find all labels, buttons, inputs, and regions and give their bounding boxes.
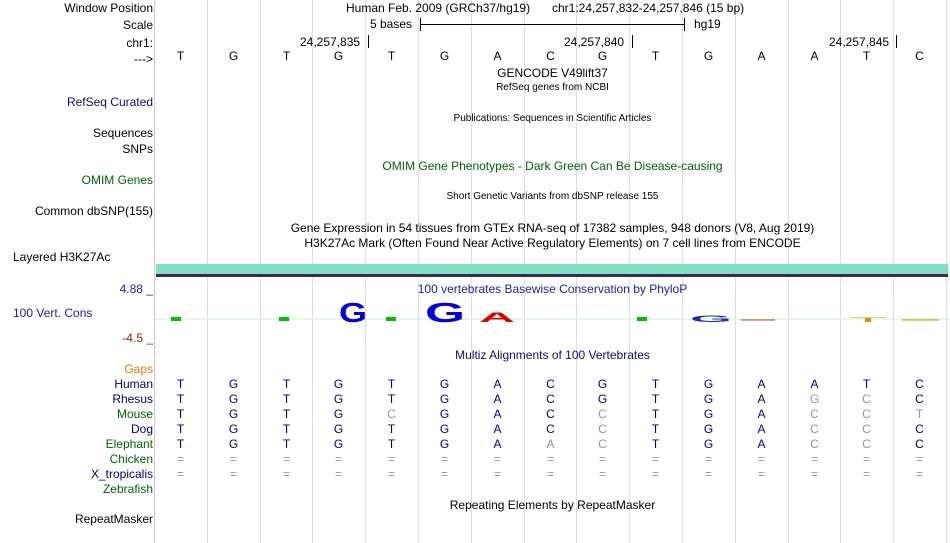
phylop-mark-5 [386,317,396,321]
alignment-base: T [176,392,185,406]
alignment-base: T [282,437,291,451]
db-label: hg19 [694,17,721,31]
alignment-base: = [440,467,448,481]
sequence-base: C [915,49,924,63]
alignment-base: = [229,452,237,466]
species-label[interactable]: Chicken [109,452,153,466]
phylop-letter-t-14: T [848,318,892,324]
alignment-base: = [546,467,554,481]
alignment-base: T [282,407,291,421]
alignment-base: = [546,452,554,466]
alignment-base: A [757,377,766,391]
alignment-base: G [439,422,450,436]
sequences-label[interactable]: Sequences [92,126,153,140]
alignment-base: T [651,392,660,406]
phylop-mark-1 [171,317,181,321]
alignment-base: G [439,392,450,406]
scale-bar-right-tick [684,18,685,31]
alignment-base: A [493,377,502,391]
sequence-base: G [333,49,344,63]
omim-track-desc: OMIM Gene Phenotypes - Dark Green Can Be Disease-causing [382,159,723,173]
sequence-base: A [493,49,502,63]
alignment-base: T [387,437,396,451]
alignment-base: C [915,422,924,436]
alignment-base: T [176,377,185,391]
alignment-base: = [915,467,923,481]
alignment-base: G [809,392,820,406]
alignment-base: A [810,377,819,391]
alignment-base: = [176,467,184,481]
gaps-label[interactable]: Gaps [124,362,153,376]
species-label[interactable]: Zebrafish [102,482,153,496]
phylop-mark-3 [279,317,289,321]
alignment-base: = [810,452,818,466]
sequence-base: G [597,49,608,63]
scale-bar [420,24,684,25]
coord-tick-2: 24,257,840 [564,35,625,49]
sequence-base: T [651,49,660,63]
alignment-base: G [703,392,714,406]
refseq-track-desc: RefSeq genes from NCBI [496,82,609,93]
alignment-base: = [598,467,606,481]
alignment-base: A [493,437,502,451]
sequence-base: A [810,49,819,63]
alignment-base: = [334,467,342,481]
species-label[interactable]: Mouse [116,407,153,421]
species-label[interactable]: Rhesus [112,392,153,406]
alignment-base: C [862,407,871,421]
alignment-base: = [440,452,448,466]
strand-label: ---> [134,52,153,66]
alignment-base: C [810,407,819,421]
alignment-base: C [598,422,607,436]
omim-label[interactable]: OMIM Genes [81,173,153,187]
chrom-label: chr1: [126,36,153,50]
alignment-base: A [757,392,766,406]
alignment-base: C [598,407,607,421]
alignment-base: A [493,422,502,436]
sequence-base: A [757,49,766,63]
alignment-base: = [229,467,237,481]
gencode-track-title[interactable]: GENCODE V49lift37 [497,66,608,80]
alignment-base: G [228,407,239,421]
alignment-base: C [862,437,871,451]
species-label[interactable]: Elephant [105,437,153,451]
alignment-base: T [387,377,396,391]
alignment-base: = [810,467,818,481]
repeatmasker-track-desc: Repeating Elements by RepeatMasker [449,498,656,512]
alignment-base: = [651,467,659,481]
coord-tick-3: 24,257,845 [829,35,890,49]
alignment-base: G [228,392,239,406]
alignment-base: G [228,422,239,436]
alignment-base: C [546,392,555,406]
alignment-base: C [915,437,924,451]
scale-bar-left-tick [420,18,421,31]
sequence-base: T [862,49,871,63]
phylop-min-label: -4.5 _ [122,331,153,345]
alignment-base: = [598,452,606,466]
alignment-base: C [598,437,607,451]
alignment-base: = [862,452,870,466]
alignment-base: A [493,407,502,421]
alignment-base: G [333,437,344,451]
alignment-base: G [703,422,714,436]
alignment-base: T [651,437,660,451]
alignment-base: G [228,377,239,391]
publications-track-desc: Publications: Sequences in Scientific Articles [453,113,652,124]
sequence-base: G [703,49,714,63]
alignment-base: = [334,452,342,466]
alignment-base: T [915,407,924,421]
alignment-base: T [176,407,185,421]
alignment-base: = [757,467,765,481]
alignment-base: = [704,467,712,481]
phylop-logo [155,296,950,330]
alignment-base: G [333,422,344,436]
scale-label: Scale [122,18,153,32]
refseq-label[interactable]: RefSeq Curated [66,95,153,109]
h3k27ac-signal-baseline [156,274,948,277]
alignment-base: T [651,422,660,436]
alignment-base: C [862,392,871,406]
alignment-base: T [862,377,871,391]
sequence-base: G [228,49,239,63]
alignment-base: C [915,392,924,406]
h3k27ac-track-desc: H3K27Ac Mark (Often Found Near Active Regulatory Elements) on 7 cell lines from ENCODE [304,236,801,250]
phylop-max-label: 4.88 _ [119,282,153,296]
alignment-base: G [439,437,450,451]
window-position-label: Window Position [64,1,153,15]
alignment-base: C [810,422,819,436]
alignment-base: G [703,437,714,451]
alignment-base: = [862,467,870,481]
alignment-base: G [333,407,344,421]
alignment-base: A [493,392,502,406]
vert-cons-label[interactable]: 100 Vert. Cons [13,306,93,320]
phylop-mark-10 [637,317,647,321]
coord-tick-mark-3 [896,35,897,48]
species-label[interactable]: X_tropicalis [90,467,153,481]
phylop-letter-g-11: G [690,314,732,324]
phylop-letter-g-6: G [425,297,465,328]
alignment-base: G [703,407,714,421]
alignment-base: = [387,467,395,481]
alignment-base: G [228,437,239,451]
alignment-base: G [439,407,450,421]
scale-text: 5 bases [370,17,413,31]
alignment-base: = [387,452,395,466]
alignment-base: T [176,437,185,451]
alignment-base: = [493,467,501,481]
alignment-base: = [176,452,184,466]
phylop-letter-a-7: A [479,309,515,325]
species-label[interactable]: Human [114,377,153,391]
phylop-letter-g-4: G [339,297,367,328]
alignment-base: C [546,407,555,421]
assembly-name: Human Feb. 2009 (GRCh37/hg19) [346,1,531,15]
alignment-base: T [176,422,185,436]
dbsnp-track-desc: Short Genetic Variants from dbSNP release 155 [446,191,659,202]
alignment-base: = [915,452,923,466]
alignment-base: C [387,407,396,421]
alignment-base: = [282,452,290,466]
alignment-base: T [651,407,660,421]
h3k27ac-signal-bar [156,264,948,274]
layered-label[interactable]: Layered H3K27Ac [13,250,111,264]
coord-tick-mark-2 [632,35,633,48]
sequence-base: T [176,49,185,63]
alignment-base: = [282,467,290,481]
alignment-base: T [387,392,396,406]
repeatmasker-label[interactable]: RepeatMasker [74,512,153,526]
alignment-base: G [597,392,608,406]
alignment-base: = [704,452,712,466]
alignment-base: A [757,407,766,421]
alignment-base: T [282,422,291,436]
alignment-base: G [333,377,344,391]
alignment-base: C [546,377,555,391]
snps-label[interactable]: SNPs [122,142,153,156]
alignment-base: T [282,392,291,406]
alignment-base: C [862,422,871,436]
alignment-base: = [651,452,659,466]
multiz-track-desc: Multiz Alignments of 100 Vertebrates [455,348,650,362]
species-label[interactable]: Dog [130,422,153,436]
sequence-base: C [546,49,555,63]
alignment-base: G [597,377,608,391]
gtex-track-desc: Gene Expression in 54 tissues from GTEx RNA-seq of 17382 samples, 948 donors (V8, Aug 2019) [290,221,815,235]
alignment-base: G [333,392,344,406]
alignment-base: C [810,437,819,451]
alignment-base: T [387,422,396,436]
phylop-track-desc: 100 vertebrates Basewise Conservation by PhyloP [417,282,688,296]
alignment-base: C [915,377,924,391]
sequence-base: G [439,49,450,63]
alignment-base: G [439,377,450,391]
alignment-base: = [493,452,501,466]
alignment-base: = [757,452,765,466]
sequence-base: T [282,49,291,63]
sequence-base: T [387,49,396,63]
alignment-base: T [282,377,291,391]
position-text[interactable]: chr1:24,257,832-24,257,846 (15 bp) [552,1,745,15]
alignment-base: A [757,437,766,451]
dbsnp-label[interactable]: Common dbSNP(155) [34,204,153,218]
alignment-base: A [546,437,555,451]
alignment-base: C [546,422,555,436]
alignment-base: G [703,377,714,391]
alignment-base: A [757,422,766,436]
coord-tick-1: 24,257,835 [300,35,361,49]
coord-tick-mark-1 [368,35,369,48]
alignment-base: T [651,377,660,391]
